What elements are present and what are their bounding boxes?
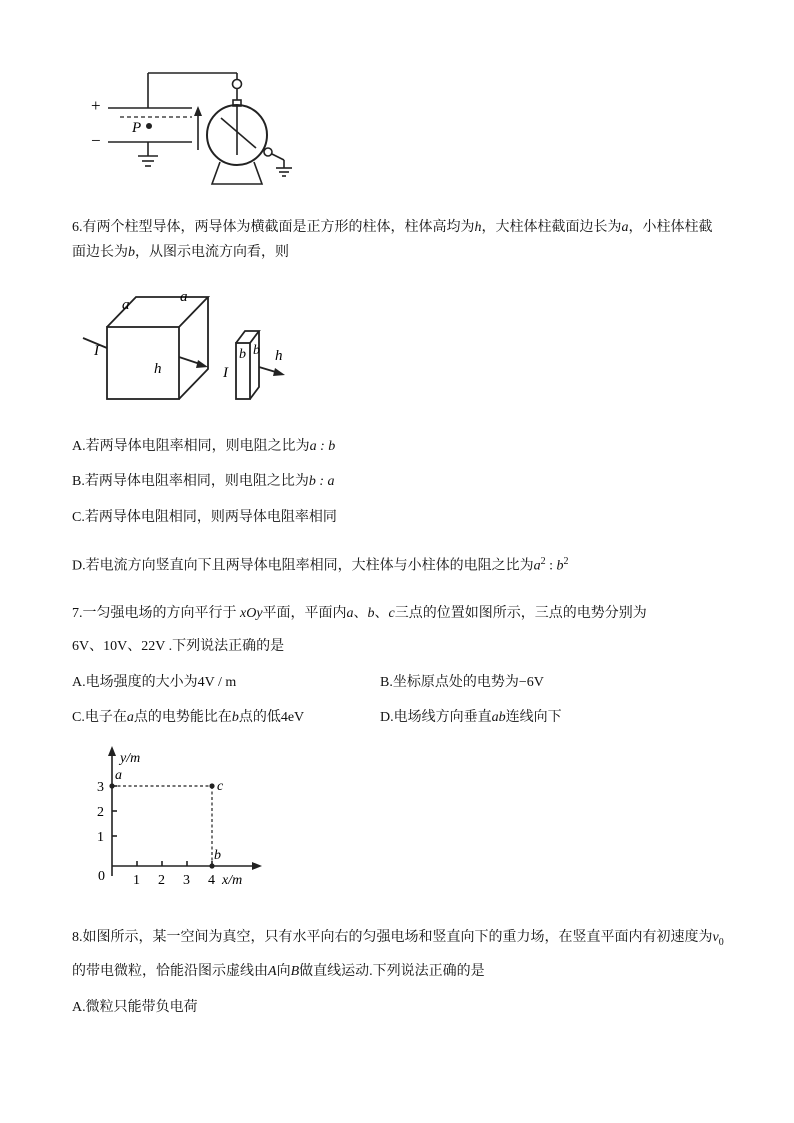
q6-option-c: C.若两导体电阻相同，则两导体电阻率相同	[72, 510, 337, 525]
q6-option-a: A.若两导体电阻率相同，则电阻之比为a : b	[72, 439, 336, 454]
label-a-right: a	[180, 289, 188, 305]
label-h-big: h	[154, 361, 162, 377]
y-axis-label: y/m	[120, 751, 141, 766]
q6-line2: 面边长为b，从图示电流方向看，则	[72, 245, 289, 260]
q7-line1: 7.一匀强电场的方向平行于 xOy平面，平面内a、b、c三点的位置如图所示，三点的电势分别为	[72, 606, 647, 621]
label-b-left: b	[239, 347, 246, 362]
q7-line2: 6V、10V、22V .下列说法正确的是	[72, 639, 285, 654]
q8-option-a: A.微粒只能带负电荷	[72, 1000, 198, 1015]
label-a-left: a	[122, 297, 130, 313]
origin-label: 0	[98, 869, 105, 884]
minus-sign: −	[91, 131, 101, 150]
label-b-right: b	[253, 343, 260, 358]
coordinate-graph	[80, 742, 270, 892]
point-p-label: P	[132, 120, 142, 136]
x-axis-label: x/m	[222, 873, 243, 888]
y-tick-3: 3	[97, 780, 104, 795]
x-tick-1: 1	[133, 873, 140, 888]
plus-sign: +	[91, 96, 101, 115]
point-c-label: c	[217, 779, 224, 794]
q6-option-d: D.若电流方向竖直向下且两导体电阻率相同，大柱体与小柱体的电阻之比为$a^2$ : $b^2$	[72, 556, 569, 574]
capacitor-electrometer-figure	[80, 60, 310, 195]
q7-option-a: A.电场强度的大小为4V / m	[72, 675, 237, 690]
conductors-figure	[80, 283, 305, 413]
label-i-big: I	[94, 343, 99, 359]
q8-line2: 的带电微粒，恰能沿图示虚线由A向B做直线运动.下列说法正确的是	[72, 964, 485, 979]
q7-option-d: D.电场线方向垂直ab连线向下	[380, 710, 562, 725]
y-tick-1: 1	[97, 830, 104, 845]
q6-line1: 6.有两个柱型导体，两导体为横截面是正方形的柱体，柱体高均为h，大柱体柱截面边长为a，小柱体柱截	[72, 220, 713, 235]
label-i-small: I	[223, 365, 228, 381]
q6-option-b: B.若两导体电阻率相同，则电阻之比为b : a	[72, 474, 335, 489]
point-b-label: b	[214, 848, 221, 863]
x-tick-2: 2	[158, 873, 165, 888]
x-tick-4: 4	[208, 873, 215, 888]
q7-option-c: C.电子在a点的电势能比在b点的低4eV	[72, 710, 305, 725]
y-tick-2: 2	[97, 805, 104, 820]
label-h-small: h	[275, 348, 283, 364]
x-tick-3: 3	[183, 873, 190, 888]
q8-line1: 8.如图所示，某一空间为真空，只有水平向右的匀强电场和竖直向下的重力场，在竖直平面内有初速度为$v_0$	[72, 930, 724, 948]
point-a-label: a	[115, 768, 122, 783]
q7-option-b: B.坐标原点处的电势为−6V	[380, 675, 544, 690]
